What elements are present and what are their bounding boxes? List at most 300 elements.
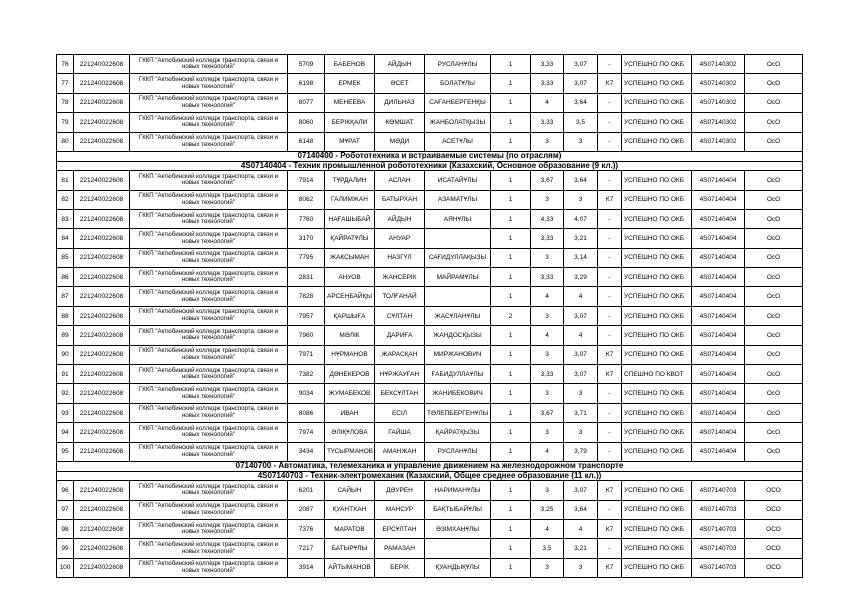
table-row (57, 190, 803, 209)
count-cell: 1 (491, 326, 531, 345)
count-cell: 1 (491, 519, 531, 538)
row-number-cell: 82 (57, 190, 74, 209)
organization-cell: ГККП "Актюбинский колледж транспорта, связи и новых технологий" (130, 209, 288, 228)
organization-cell: ГККП "Актюбинский колледж транспорта, связи и новых технологий" (130, 229, 288, 248)
college-code-cell: 221240022608 (74, 519, 130, 538)
count-cell: 1 (491, 558, 531, 577)
applicant-id-cell: 3914 (288, 558, 325, 577)
college-code-cell: 221240022608 (74, 171, 130, 190)
first-name-cell: БАТЫРХАН (375, 190, 425, 209)
score-cell: 3,71 (564, 403, 598, 422)
status-cell: УСПЕШНО ПО ОКБ (622, 132, 692, 151)
first-name-cell: СҰЛТАН (375, 306, 425, 325)
patronymic-cell (425, 287, 491, 306)
patronymic-cell: ЖАНИБЕКОВИЧ (425, 384, 491, 403)
score-cell: 3,79 (564, 442, 598, 461)
status-cell: УСПЕШНО ПО ОКБ (622, 209, 692, 228)
education-level-cell: ОсО (745, 132, 803, 151)
quota-mark-cell: - (598, 287, 622, 306)
college-code-cell: 221240022608 (74, 500, 130, 519)
first-name-cell: АМАНЖАН (375, 442, 425, 461)
gpa-cell: 3 (531, 132, 564, 151)
patronymic-cell: АСЕТҰЛЫ (425, 132, 491, 151)
score-cell: 3,64 (564, 93, 598, 112)
specialty-code-cell: 4S07140302 (692, 93, 745, 112)
last-name-cell: БЕРІКҚАЛИ (325, 113, 375, 132)
college-code-cell: 221240022608 (74, 326, 130, 345)
score-cell: 3,64 (564, 500, 598, 519)
quota-mark-cell: - (598, 384, 622, 403)
organization-cell: ГККП "Актюбинский колледж транспорта, связи и новых технологий" (130, 500, 288, 519)
organization-cell: ГККП "Актюбинский колледж транспорта, связи и новых технологий" (130, 558, 288, 577)
organization-cell: ГККП "Актюбинский колледж транспорта, связи и новых технологий" (130, 248, 288, 267)
gpa-cell: 4 (531, 326, 564, 345)
education-level-cell: ОСО (745, 481, 803, 500)
row-number-cell: 93 (57, 403, 74, 422)
last-name-cell: САЙЫН (325, 481, 375, 500)
applicant-id-cell: 9034 (288, 384, 325, 403)
first-name-cell: ӘСЕТ (375, 74, 425, 93)
status-cell: УСПЕШНО ПО ОКБ (622, 93, 692, 112)
gpa-cell: 3,25 (531, 500, 564, 519)
table-row (57, 306, 803, 325)
quota-mark-cell: - (598, 423, 622, 442)
gpa-cell: 3,33 (531, 268, 564, 287)
quota-mark-cell: - (598, 326, 622, 345)
row-number-cell: 100 (57, 558, 74, 577)
last-name-cell: ҚАРШЫҒА (325, 306, 375, 325)
row-number-cell: 90 (57, 345, 74, 364)
row-number-cell: 99 (57, 539, 74, 558)
quota-mark-cell: - (598, 500, 622, 519)
specialty-code-cell: 4S07140404 (692, 442, 745, 461)
first-name-cell: МАНСУР (375, 500, 425, 519)
program-title: 07140700 - Автоматика, телемеханика и управление движением на железнодорожном транспорте (57, 462, 803, 472)
status-cell: УСПЕШНО ПО ОКБ (622, 326, 692, 345)
patronymic-cell: ИСАТАЙҰЛЫ (425, 171, 491, 190)
education-level-cell: ОсО (745, 345, 803, 364)
applicant-id-cell: 3170 (288, 229, 325, 248)
patronymic-cell: ТӨЛЕПБЕРГЕНҰЛЫ (425, 403, 491, 422)
score-cell: 3,21 (564, 229, 598, 248)
table-row (57, 500, 803, 519)
quota-mark-cell: - (598, 403, 622, 422)
row-number-cell: 94 (57, 423, 74, 442)
status-cell: УСПЕШНО ПО ОКБ (622, 171, 692, 190)
table-row (57, 268, 803, 287)
score-cell: 3 (564, 384, 598, 403)
table-row (57, 113, 803, 132)
applicant-id-cell: 6198 (288, 74, 325, 93)
table-row (57, 442, 803, 461)
row-number-cell: 80 (57, 132, 74, 151)
applicant-id-cell: 7957 (288, 306, 325, 325)
education-level-cell: ОсО (745, 190, 803, 209)
college-code-cell: 221240022608 (74, 403, 130, 422)
gpa-cell: 4,33 (531, 209, 564, 228)
last-name-cell: ЕРМЕК (325, 74, 375, 93)
organization-cell: ГККП "Актюбинский колледж транспорта, связи и новых технологий" (130, 423, 288, 442)
first-name-cell: ДӘУРЕН (375, 481, 425, 500)
row-number-cell: 98 (57, 519, 74, 538)
count-cell: 1 (491, 423, 531, 442)
patronymic-cell: АЗАМАТҰЛЫ (425, 190, 491, 209)
count-cell: 1 (491, 209, 531, 228)
score-cell: 3,64 (564, 171, 598, 190)
row-number-cell: 86 (57, 268, 74, 287)
last-name-cell: ТҰРДАЛИН (325, 171, 375, 190)
gpa-cell: 3,33 (531, 74, 564, 93)
count-cell: 1 (491, 132, 531, 151)
applicant-id-cell: 8077 (288, 93, 325, 112)
gpa-cell: 3,67 (531, 171, 564, 190)
gpa-cell: 4 (531, 442, 564, 461)
applicant-id-cell: 6148 (288, 132, 325, 151)
table-row (57, 74, 803, 93)
row-number-cell: 87 (57, 287, 74, 306)
quota-mark-cell: К7 (598, 190, 622, 209)
patronymic-cell: ЖАСҰЛАНҰЛЫ (425, 306, 491, 325)
row-number-cell: 97 (57, 500, 74, 519)
specialty-code-cell: 4S07140404 (692, 345, 745, 364)
score-cell: 3 (564, 132, 598, 151)
row-number-cell: 91 (57, 365, 74, 384)
specialty-code-cell: 4S07140404 (692, 403, 745, 422)
count-cell: 1 (491, 171, 531, 190)
gpa-cell: 3 (531, 558, 564, 577)
last-name-cell: ТҮСЫРМАНОВ (325, 442, 375, 461)
education-level-cell: ОсО (745, 268, 803, 287)
applicant-id-cell: 7960 (288, 326, 325, 345)
quota-mark-cell: - (598, 209, 622, 228)
applicant-id-cell: 7376 (288, 519, 325, 538)
last-name-cell: БАБЕНОВ (325, 55, 375, 74)
table-row (57, 171, 803, 190)
count-cell: 1 (491, 229, 531, 248)
gpa-cell: 4 (531, 287, 564, 306)
score-cell: 4 (564, 326, 598, 345)
gpa-cell: 3 (531, 384, 564, 403)
score-cell: 3 (564, 423, 598, 442)
row-number-cell: 85 (57, 248, 74, 267)
table-row (57, 326, 803, 345)
education-level-cell: ОСО (745, 500, 803, 519)
gpa-cell: 3,33 (531, 113, 564, 132)
count-cell: 1 (491, 113, 531, 132)
count-cell: 1 (491, 93, 531, 112)
last-name-cell: ИВАН (325, 403, 375, 422)
status-cell: УСПЕШНО ПО ОКБ (622, 287, 692, 306)
education-level-cell: ОсО (745, 306, 803, 325)
score-cell: 3,07 (564, 481, 598, 500)
table-row (57, 423, 803, 442)
applicant-id-cell: 6201 (288, 481, 325, 500)
status-cell: УСПЕШНО ПО ОКБ (622, 229, 692, 248)
patronymic-cell: ҒАБИДУЛЛАҰЛЫ (425, 365, 491, 384)
count-cell: 1 (491, 74, 531, 93)
last-name-cell: ЖУМАБЕКОВ (325, 384, 375, 403)
organization-cell: ГККП "Актюбинский колледж транспорта, связи и новых технологий" (130, 74, 288, 93)
table-row (57, 209, 803, 228)
education-level-cell: ОсО (745, 326, 803, 345)
college-code-cell: 221240022608 (74, 345, 130, 364)
row-number-cell: 88 (57, 306, 74, 325)
organization-cell: ГККП "Актюбинский колледж транспорта, связи и новых технологий" (130, 519, 288, 538)
last-name-cell: АРСЕНБАЙҚЫ (325, 287, 375, 306)
applicant-id-cell: 2831 (288, 268, 325, 287)
table-row (57, 93, 803, 112)
score-cell: 3,07 (564, 345, 598, 364)
gpa-cell: 4 (531, 519, 564, 538)
specialty-code-cell: 4S07140302 (692, 55, 745, 74)
gpa-cell: 3,33 (531, 365, 564, 384)
quota-mark-cell: К7 (598, 345, 622, 364)
applicant-id-cell: 7795 (288, 248, 325, 267)
applicant-id-cell: 7971 (288, 345, 325, 364)
organization-cell: ГККП "Актюбинский колледж транспорта, связи и новых технологий" (130, 306, 288, 325)
score-cell: 3,07 (564, 365, 598, 384)
score-cell: 3,07 (564, 306, 598, 325)
table-row (57, 365, 803, 384)
status-cell: УСПЕШНО ПО ОКБ (622, 384, 692, 403)
first-name-cell: ЕСІЛ (375, 403, 425, 422)
organization-cell: ГККП "Актюбинский колледж транспорта, связи и новых технологий" (130, 365, 288, 384)
count-cell: 1 (491, 403, 531, 422)
quota-mark-cell: К7 (598, 519, 622, 538)
patronymic-cell: БОЛАТҰЛЫ (425, 74, 491, 93)
score-cell: 3,5 (564, 113, 598, 132)
row-number-cell: 78 (57, 93, 74, 112)
count-cell: 1 (491, 384, 531, 403)
applicant-id-cell: 8062 (288, 190, 325, 209)
quota-mark-cell: - (598, 539, 622, 558)
quota-mark-cell: К7 (598, 74, 622, 93)
status-cell: УСПЕШНО ПО ОКБ (622, 481, 692, 500)
last-name-cell: НАҒАШЫБАЙ (325, 209, 375, 228)
count-cell: 1 (491, 268, 531, 287)
row-number-cell: 79 (57, 113, 74, 132)
first-name-cell: ЕРСҰЛТАН (375, 519, 425, 538)
organization-cell: ГККП "Актюбинский колледж транспорта, связи и новых технологий" (130, 287, 288, 306)
education-level-cell: ОсО (745, 229, 803, 248)
section-header-row (57, 462, 803, 472)
college-code-cell: 221240022608 (74, 558, 130, 577)
organization-cell: ГККП "Актюбинский колледж транспорта, связи и новых технологий" (130, 539, 288, 558)
last-name-cell: МӘЛІК (325, 326, 375, 345)
table-row (57, 229, 803, 248)
organization-cell: ГККП "Актюбинский колледж транспорта, связи и новых технологий" (130, 113, 288, 132)
education-level-cell: ОсО (745, 74, 803, 93)
specialty-code-cell: 4S07140703 (692, 481, 745, 500)
specialty-code-cell: 4S07140404 (692, 209, 745, 228)
specialty-code-cell: 4S07140404 (692, 190, 745, 209)
table-row (57, 403, 803, 422)
section-header-row (57, 151, 803, 161)
quota-mark-cell: - (598, 268, 622, 287)
college-code-cell: 221240022608 (74, 365, 130, 384)
organization-cell: ГККП "Актюбинский колледж транспорта, связи и новых технологий" (130, 345, 288, 364)
college-code-cell: 221240022608 (74, 539, 130, 558)
status-cell: УСПЕШНО ПО ОКБ (622, 268, 692, 287)
patronymic-cell: ЖАНДОСҚЫЗЫ (425, 326, 491, 345)
patronymic-cell: ҚАЙРАТҚЫЗЫ (425, 423, 491, 442)
count-cell: 2 (491, 306, 531, 325)
first-name-cell: НАЗГҮЛ (375, 248, 425, 267)
status-cell: УСПЕШНО ПО ОКБ (622, 190, 692, 209)
specialty-code-cell: 4S07140302 (692, 113, 745, 132)
score-cell: 3,21 (564, 539, 598, 558)
applicant-id-cell: 7974 (288, 423, 325, 442)
status-cell: УСПЕШНО ПО ОКБ (622, 306, 692, 325)
gpa-cell: 3 (531, 423, 564, 442)
first-name-cell: ЖАРАСҚАН (375, 345, 425, 364)
row-number-cell: 92 (57, 384, 74, 403)
row-number-cell: 76 (57, 55, 74, 74)
last-name-cell: МАРАТОВ (325, 519, 375, 538)
specialty-code-cell: 4S07140302 (692, 74, 745, 93)
first-name-cell: МӘДИ (375, 132, 425, 151)
education-level-cell: ОсО (745, 209, 803, 228)
organization-cell: ГККП "Актюбинский колледж транспорта, связи и новых технологий" (130, 442, 288, 461)
applicant-id-cell: 2087 (288, 500, 325, 519)
table-row (57, 519, 803, 538)
patronymic-cell: БАҚТЫБАЙҰЛЫ (425, 500, 491, 519)
first-name-cell: АЙДЫН (375, 55, 425, 74)
row-number-cell: 81 (57, 171, 74, 190)
count-cell: 1 (491, 481, 531, 500)
section-header-row (57, 161, 803, 171)
patronymic-cell: ӘЗІМХАНҰЛЫ (425, 519, 491, 538)
patronymic-cell: АЯНҰЛЫ (425, 209, 491, 228)
college-code-cell: 221240022608 (74, 74, 130, 93)
last-name-cell: АЙТЫМАНОВ (325, 558, 375, 577)
specialty-code-cell: 4S07140404 (692, 268, 745, 287)
patronymic-cell: МАЙРАМҰЛЫ (425, 268, 491, 287)
college-code-cell: 221240022608 (74, 229, 130, 248)
table-row (57, 384, 803, 403)
specialty-code-cell: 4S07140404 (692, 423, 745, 442)
score-cell: 4,07 (564, 209, 598, 228)
quota-mark-cell: - (598, 171, 622, 190)
count-cell: 1 (491, 190, 531, 209)
quota-mark-cell: К7 (598, 558, 622, 577)
gpa-cell: 3,33 (531, 229, 564, 248)
status-cell: УСПЕШНО ПО ОКБ (622, 500, 692, 519)
first-name-cell: АНУАР (375, 229, 425, 248)
last-name-cell: БАТЫРҰЛЫ (325, 539, 375, 558)
quota-mark-cell: - (598, 442, 622, 461)
education-level-cell: ОСО (745, 539, 803, 558)
applicant-id-cell: 7914 (288, 171, 325, 190)
education-level-cell: ОсО (745, 287, 803, 306)
education-level-cell: ОсО (745, 113, 803, 132)
row-number-cell: 83 (57, 209, 74, 228)
quota-mark-cell: - (598, 113, 622, 132)
organization-cell: ГККП "Актюбинский колледж транспорта, связи и новых технологий" (130, 55, 288, 74)
table-row (57, 539, 803, 558)
first-name-cell: НҰРЖАУҒАН (375, 365, 425, 384)
education-level-cell: ОСО (745, 558, 803, 577)
count-cell: 1 (491, 365, 531, 384)
patronymic-cell: САҒИДУЛЛАҚЫЗЫ (425, 248, 491, 267)
first-name-cell: КӨМШАТ (375, 113, 425, 132)
first-name-cell: ЖАНСЕРІК (375, 268, 425, 287)
gpa-cell: 4 (531, 93, 564, 112)
last-name-cell: ҚУАНТХАН (325, 500, 375, 519)
score-cell: 3 (564, 558, 598, 577)
count-cell: 1 (491, 248, 531, 267)
score-cell: 3,14 (564, 248, 598, 267)
applicant-id-cell: 7828 (288, 287, 325, 306)
first-name-cell: АСЛАН (375, 171, 425, 190)
program-title: 07140400 - Робототехника и встраиваемые системы (по отраслям) (57, 151, 803, 161)
table-row (57, 55, 803, 74)
education-level-cell: ОсО (745, 423, 803, 442)
education-level-cell: ОсО (745, 93, 803, 112)
applicant-id-cell: 5709 (288, 55, 325, 74)
status-cell: УСПЕШНО ПО ОКБ (622, 423, 692, 442)
table-row (57, 248, 803, 267)
last-name-cell: НҰРМАНОВ (325, 345, 375, 364)
specialty-code-cell: 4S07140703 (692, 519, 745, 538)
last-name-cell: ДӘНЕКЕРОВ (325, 365, 375, 384)
college-code-cell: 221240022608 (74, 423, 130, 442)
specialty-code-cell: 4S07140404 (692, 171, 745, 190)
status-cell: УСПЕШНО ПО ОКБ (622, 55, 692, 74)
quota-mark-cell: - (598, 306, 622, 325)
specialty-code-cell: 4S07140404 (692, 384, 745, 403)
status-cell: УСПЕШНО ПО ОКБ (622, 519, 692, 538)
count-cell: 1 (491, 442, 531, 461)
education-level-cell: ОсО (745, 365, 803, 384)
education-level-cell: ОсО (745, 384, 803, 403)
last-name-cell: ГАЛИМЖАН (325, 190, 375, 209)
specialty-code-cell: 4S07140302 (692, 132, 745, 151)
applicant-id-cell: 3434 (288, 442, 325, 461)
college-code-cell: 221240022608 (74, 132, 130, 151)
quota-mark-cell: - (598, 229, 622, 248)
table-row (57, 287, 803, 306)
gpa-cell: 3 (531, 306, 564, 325)
last-name-cell: ӘЛІҚҰЛОВА (325, 423, 375, 442)
last-name-cell: АНУОВ (325, 268, 375, 287)
row-number-cell: 89 (57, 326, 74, 345)
specialty-code-cell: 4S07140404 (692, 229, 745, 248)
education-level-cell: ОсО (745, 55, 803, 74)
first-name-cell: ДИЛЬНАЗ (375, 93, 425, 112)
quota-mark-cell: К7 (598, 481, 622, 500)
row-number-cell: 95 (57, 442, 74, 461)
specialty-code-cell: 4S07140404 (692, 306, 745, 325)
table-body (57, 55, 803, 578)
gpa-cell: 3 (531, 345, 564, 364)
first-name-cell: РАМАЗАН (375, 539, 425, 558)
organization-cell: ГККП "Актюбинский колледж транспорта, связи и новых технологий" (130, 403, 288, 422)
score-cell: 3,29 (564, 268, 598, 287)
section-header-row (57, 471, 803, 481)
count-cell: 1 (491, 345, 531, 364)
patronymic-cell: РУСЛАНҰЛЫ (425, 442, 491, 461)
status-cell: УСПЕШНО ПО ОКБ (622, 442, 692, 461)
college-code-cell: 221240022608 (74, 442, 130, 461)
specialty-code-cell: 4S07140404 (692, 248, 745, 267)
specialty-code-cell: 4S07140404 (692, 326, 745, 345)
specialty-code-cell: 4S07140404 (692, 287, 745, 306)
organization-cell: ГККП "Актюбинский колледж транспорта, связи и новых технологий" (130, 384, 288, 403)
patronymic-cell: МИРЖАНОВИЧ (425, 345, 491, 364)
table-row (57, 132, 803, 151)
score-cell: 3,07 (564, 74, 598, 93)
